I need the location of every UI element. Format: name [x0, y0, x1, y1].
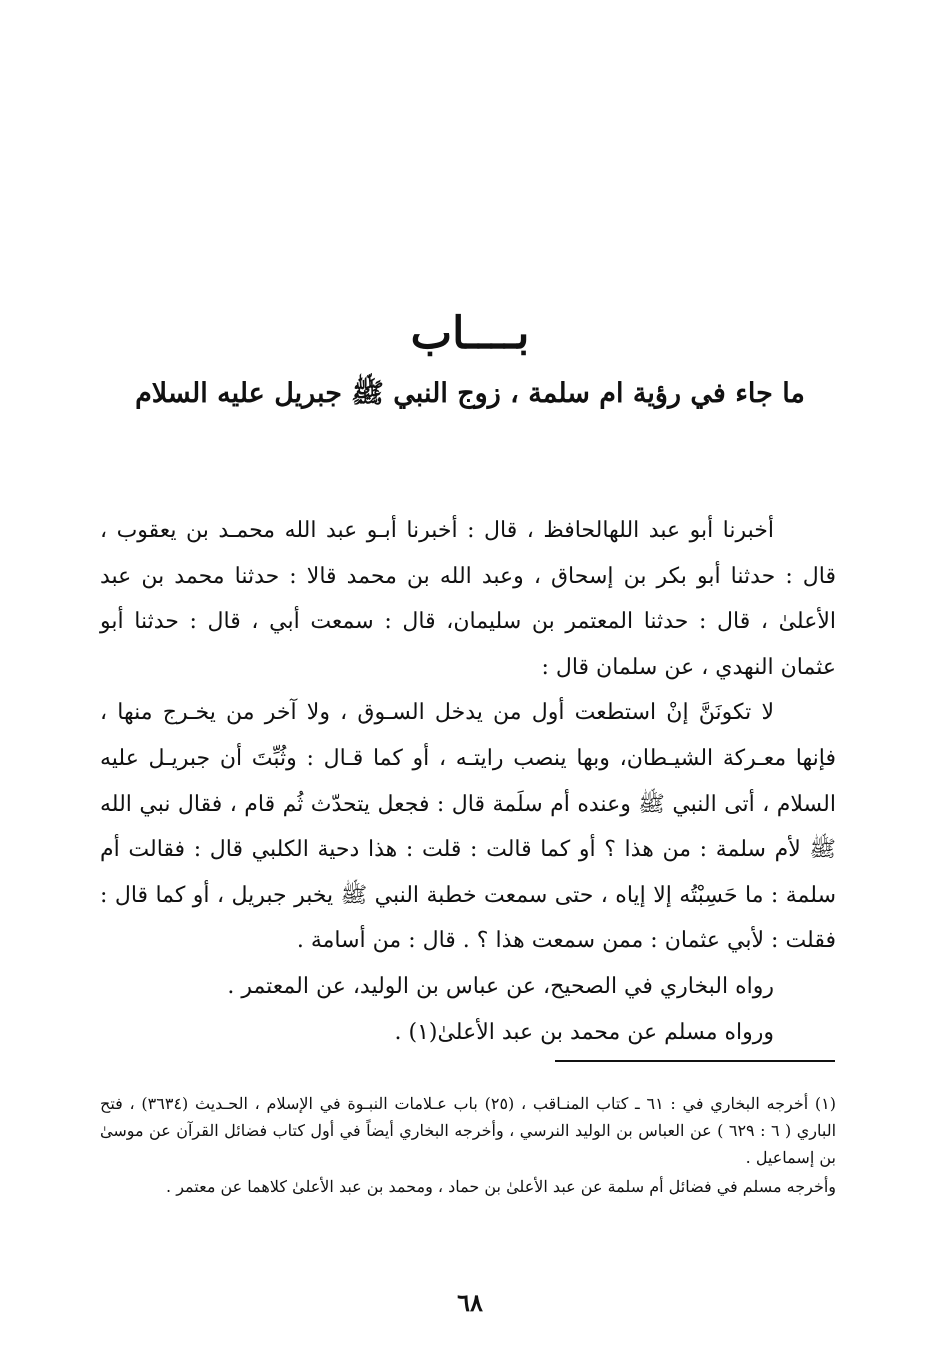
isnad-paragraph: أخبرنا أبو عبد اللهالحافظ ، قال : أخبرنا أبـو عبد الله محمـد بن يعقوب ، قال : حدثنا أبو بكر بن إسحاق ، وعبد الله بن محمد قالا : حدثنا محمد بن عبد الأعلىٰ ، قال : حدثنا المعتمر بن سليمان، قال : سمعت أبي ، قال : حدثنا أبو عثمان النهدي ، عن سلمان قال : [100, 518, 836, 680]
narration-line: ورواه مسلم عن محمد بن عبد الأعلىٰ(١) . [394, 1019, 774, 1045]
main-text [100, 508, 836, 1055]
chapter-subtitle: ما جاء في رؤية ام سلمة ، زوج النبي ﷺ جبريل عليه السلام [135, 378, 805, 409]
footnote-separator [555, 1060, 835, 1062]
footnote-item: (١) أخرجه البخاري في : ٦١ ـ كتاب المنـاقب ، (٢٥) باب عـلامات النبـوة في الإسلام ، الحـديث (٣٦٣٤) ، فتح الباري ( ٦ : ٦٢٩ ) عن العباس بن الوليد النرسي ، وأخرجه البخاري أيضاً في أول كتاب فضائل القرآن عن موسىٰ بن إسماعيل . [100, 1094, 837, 1167]
footnote-item: وأخرجه مسلم في فضائل أم سلمة عن عبد الأعلىٰ بن حماد ، ومحمد بن عبد الأعلىٰ كلاهما عن معتمر . [166, 1177, 836, 1196]
page-number: ٦٨ [457, 1288, 483, 1317]
narration-line: رواه البخاري في الصحيح، عن عباس بن الوليد، عن المعتمر . [227, 973, 774, 999]
chapter-title: بــــاب [410, 308, 530, 359]
hadith-paragraph: لا تكونَنَّ إنْ استطعت أول من يدخل السـوق ، ولا آخر من يخـرج منها ، فإنها معـركة الشيـطان، وبها ينصب رايتـه ، أو كما قـال : وثُبِّتَ أن جبريـل عليه السلام ، أتى النبي ﷺ وعنده أم سلَمة قال : فجعل يتحدّث ثُم قام ، فقال نبي الله ﷺ لأم سلمة : من هذا ؟ أو كما قالت : قلت : هذا دحية الكلبي قال : فقالت أم سلمة : ما حَسِبْتُه إلا إياه ، حتى سمعت خطبة النبي ﷺ يخبر جبريل ، أو كما قال : فقلت : لأبي عثمان : ممن سمعت هذا ؟ . قال : من أسامة . [100, 700, 836, 954]
footnotes [100, 1090, 836, 1202]
